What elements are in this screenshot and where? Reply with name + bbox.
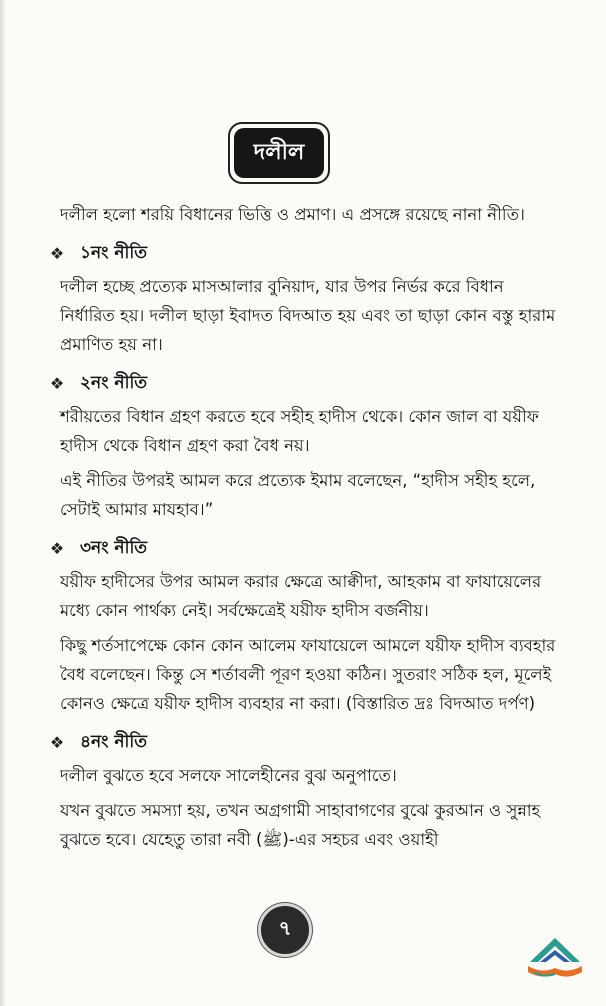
- diamond-bullet-icon: ❖: [49, 244, 65, 263]
- diamond-bullet-icon: ❖: [49, 374, 65, 393]
- intro-paragraph: দলীল হলো শরয়ি বিধানের ভিত্তি ও প্রমাণ। এ প্রসঙ্গে রয়েছে নানা নীতি।: [60, 205, 525, 224]
- diamond-bullet-icon: ❖: [49, 539, 65, 558]
- section-2-paragraph-2: এই নীতির উপরই আমল করে প্রত্যেক ইমাম বলেছেন, “হাদীস সহীহ হলে, সেটাই আমার মাযহাব।”: [60, 471, 536, 519]
- section-heading-label: ২নং নীতি: [80, 373, 148, 393]
- section-heading-3: [48, 534, 556, 563]
- section-heading-2: [48, 369, 556, 398]
- section-3-paragraph-2: কিছু শর্তসাপেক্ষে কোন কোন আলেম ফাযায়েলে আমলে যয়ীফ হাদীস ব্যবহার বৈধ বলেছেন। কিন্তু সে শর্তাবলী পূরণ হওয়া কঠিন। সুতরাং সঠিক হল, মূলেই কোনও ক্ষেত্রে যয়ীফ হাদীস ব্যবহার না করা। (বিস্তারিত দ্রঃ বিদআত দর্পণ): [60, 636, 556, 713]
- section-heading-label: ৩নং নীতি: [80, 538, 148, 558]
- section-heading-4: [48, 728, 556, 757]
- chapter-title-box: [228, 122, 330, 184]
- diamond-bullet-icon: ❖: [49, 733, 65, 752]
- section-4-paragraph-2: যখন বুঝতে সমস্যা হয়, তখন অগ্রগামী সাহাবাগণের বুঝে কুরআন ও সুন্নাহ বুঝতে হবে। যেহেতু তারা নবী (ﷺ)-এর সহচর এবং ওয়াহী: [60, 801, 541, 849]
- section-2-paragraph-1: শরীয়তের বিধান গ্রহণ করতে হবে সহীহ হাদীস থেকে। কোন জাল বা যয়ীফ হাদীস থেকে বিধান গ্রহণ করা বৈধ নয়।: [60, 407, 539, 455]
- page-edge-shadow: [0, 0, 6, 1006]
- publisher-logo-icon: [524, 928, 586, 982]
- section-4-paragraph-1: দলীল বুঝতে হবে সলফে সালেহীনের বুঝ অনুপাতে।: [60, 766, 397, 785]
- page-content: [49, 200, 556, 860]
- section-3-paragraph-1: যয়ীফ হাদীসের উপর আমল করার ক্ষেত্রে আক্বীদা, আহকাম বা ফাযায়েলের মধ্যে কোন পার্থক্য নেই। সর্বক্ষেত্রেই যয়ীফ হাদীস বর্জনীয়।: [60, 572, 542, 620]
- section-heading-label: ১নং নীতি: [80, 243, 148, 263]
- section-heading-1: [48, 239, 556, 268]
- chapter-title: দলীল: [234, 128, 324, 178]
- section-1-paragraph-1: দলীল হচ্ছে প্রত্যেক মাসআলার বুনিয়াদ, যার উপর নির্ভর করে বিধান নির্ধারিত হয়। দলীল ছাড়া ইবাদত বিদআত হয় এবং তা ছাড়া কোন বস্তু হারাম প্রমাণিত হয় না।: [60, 277, 556, 354]
- page-number-badge: ৭: [258, 903, 312, 957]
- section-heading-label: ৪নং নীতি: [80, 732, 148, 752]
